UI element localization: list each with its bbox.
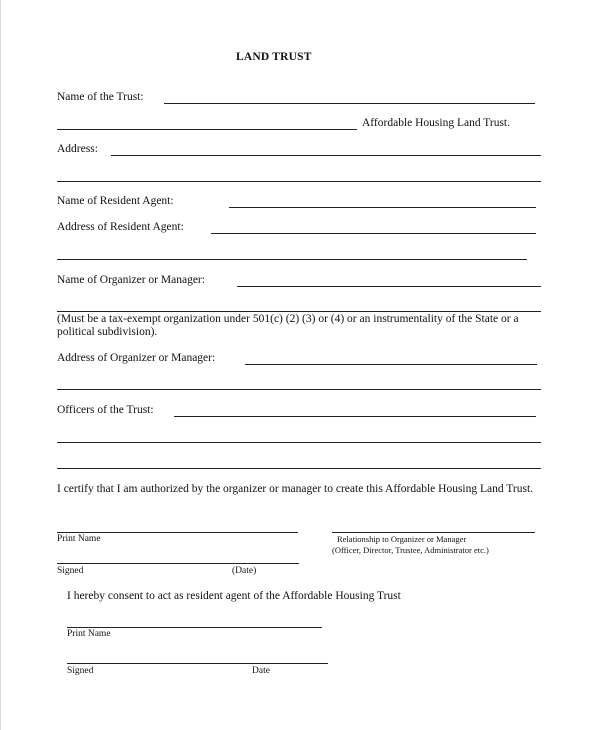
address-field-line-2[interactable] — [57, 181, 541, 182]
organizer-name-field-line-2[interactable] — [57, 311, 541, 312]
resident-agent-address-label: Address of Resident Agent: — [57, 221, 184, 233]
certify-print-name-label: Print Name — [57, 534, 101, 544]
relationship-field[interactable] — [332, 532, 535, 533]
certify-date-label: (Date) — [232, 566, 257, 576]
officers-field-line-2[interactable] — [57, 442, 541, 443]
consent-signature-field[interactable] — [67, 663, 328, 664]
trust-name-field[interactable] — [164, 103, 535, 104]
certification-statement: I certify that I am authorized by the organizer or manager to create this Affordable Housing Land Trust. — [57, 483, 534, 495]
officers-field[interactable] — [174, 416, 536, 417]
address-field[interactable] — [111, 155, 541, 156]
certify-signature-field[interactable] — [57, 563, 299, 564]
consent-date-label: Date — [252, 666, 270, 676]
address-label: Address: — [57, 143, 98, 155]
organizer-name-field[interactable] — [237, 286, 541, 287]
organizer-name-label: Name of Organizer or Manager: — [57, 274, 205, 286]
organizer-address-field-line-2[interactable] — [57, 389, 541, 390]
resident-agent-name-label: Name of Resident Agent: — [57, 195, 174, 207]
certify-print-name-field[interactable] — [57, 532, 298, 533]
consent-statement: I hereby consent to act as resident agent of the Affordable Housing Trust — [67, 590, 401, 602]
consent-print-name-field[interactable] — [67, 627, 322, 628]
trust-name-label: Name of the Trust: — [57, 91, 144, 103]
trust-name-field-continued[interactable] — [57, 129, 357, 130]
officers-field-line-3[interactable] — [57, 468, 541, 469]
consent-print-name-label: Print Name — [67, 629, 111, 639]
document-title: LAND TRUST — [236, 51, 312, 63]
resident-agent-address-field-line-2[interactable] — [57, 259, 527, 260]
relationship-hint: (Officer, Director, Trustee, Administrator etc.) — [332, 545, 489, 555]
resident-agent-address-field[interactable] — [211, 233, 536, 234]
relationship-label: Relationship to Organizer or Manager — [337, 534, 467, 544]
organizer-address-label: Address of Organizer or Manager: — [57, 352, 216, 364]
resident-agent-name-field[interactable] — [229, 207, 536, 208]
consent-signed-label: Signed — [67, 666, 94, 676]
organizer-eligibility-note: (Must be a tax-exempt organization under 501(c) (2) (3) or (4) or an instrumentality of the State or a political subdivision). — [57, 313, 519, 338]
certify-signed-label: Signed — [57, 566, 84, 576]
officers-label: Officers of the Trust: — [57, 404, 154, 416]
trust-name-suffix: Affordable Housing Land Trust. — [362, 117, 511, 129]
organizer-address-field[interactable] — [245, 364, 537, 365]
